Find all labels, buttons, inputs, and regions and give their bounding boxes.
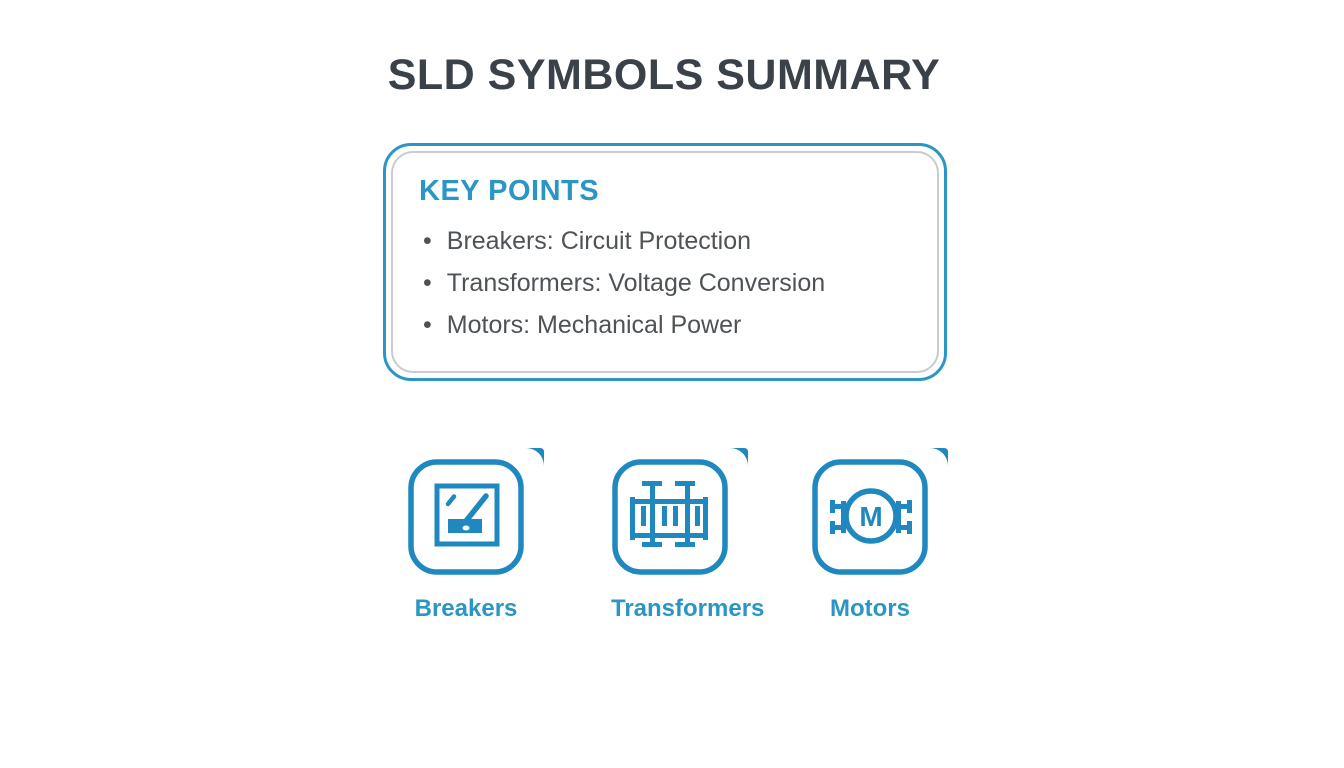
symbols-row xyxy=(386,445,946,645)
motor-m-icon xyxy=(811,445,951,579)
transformer-winding-icon xyxy=(611,445,751,579)
corner-flag-icon xyxy=(730,448,748,466)
symbol-label-transformers: Transformers xyxy=(611,595,765,622)
key-point-item-motors: • Motors: Mechanical Power xyxy=(423,304,917,346)
key-point-item-transformers: • Transformers: Voltage Conversion xyxy=(423,262,917,304)
key-points-heading: KEY POINTS xyxy=(419,175,600,207)
page-title: SLD SYMBOLS SUMMARY xyxy=(387,51,941,99)
key-points-inner-frame xyxy=(391,151,939,373)
symbol-card-motors xyxy=(811,445,951,623)
breaker-switch-icon xyxy=(407,445,547,579)
symbol-label-motors: Motors xyxy=(830,595,910,622)
symbol-label-breakers: Breakers xyxy=(414,595,518,622)
symbol-card-transformers xyxy=(611,445,765,623)
symbol-card-breakers xyxy=(407,445,547,623)
key-point-item-breakers: • Breakers: Circuit Protection xyxy=(423,220,917,262)
corner-flag-icon xyxy=(526,448,544,466)
corner-flag-icon xyxy=(930,448,948,466)
key-points-list xyxy=(419,220,917,346)
motor-letter-m: M xyxy=(859,501,883,532)
key-points-panel xyxy=(383,143,947,381)
